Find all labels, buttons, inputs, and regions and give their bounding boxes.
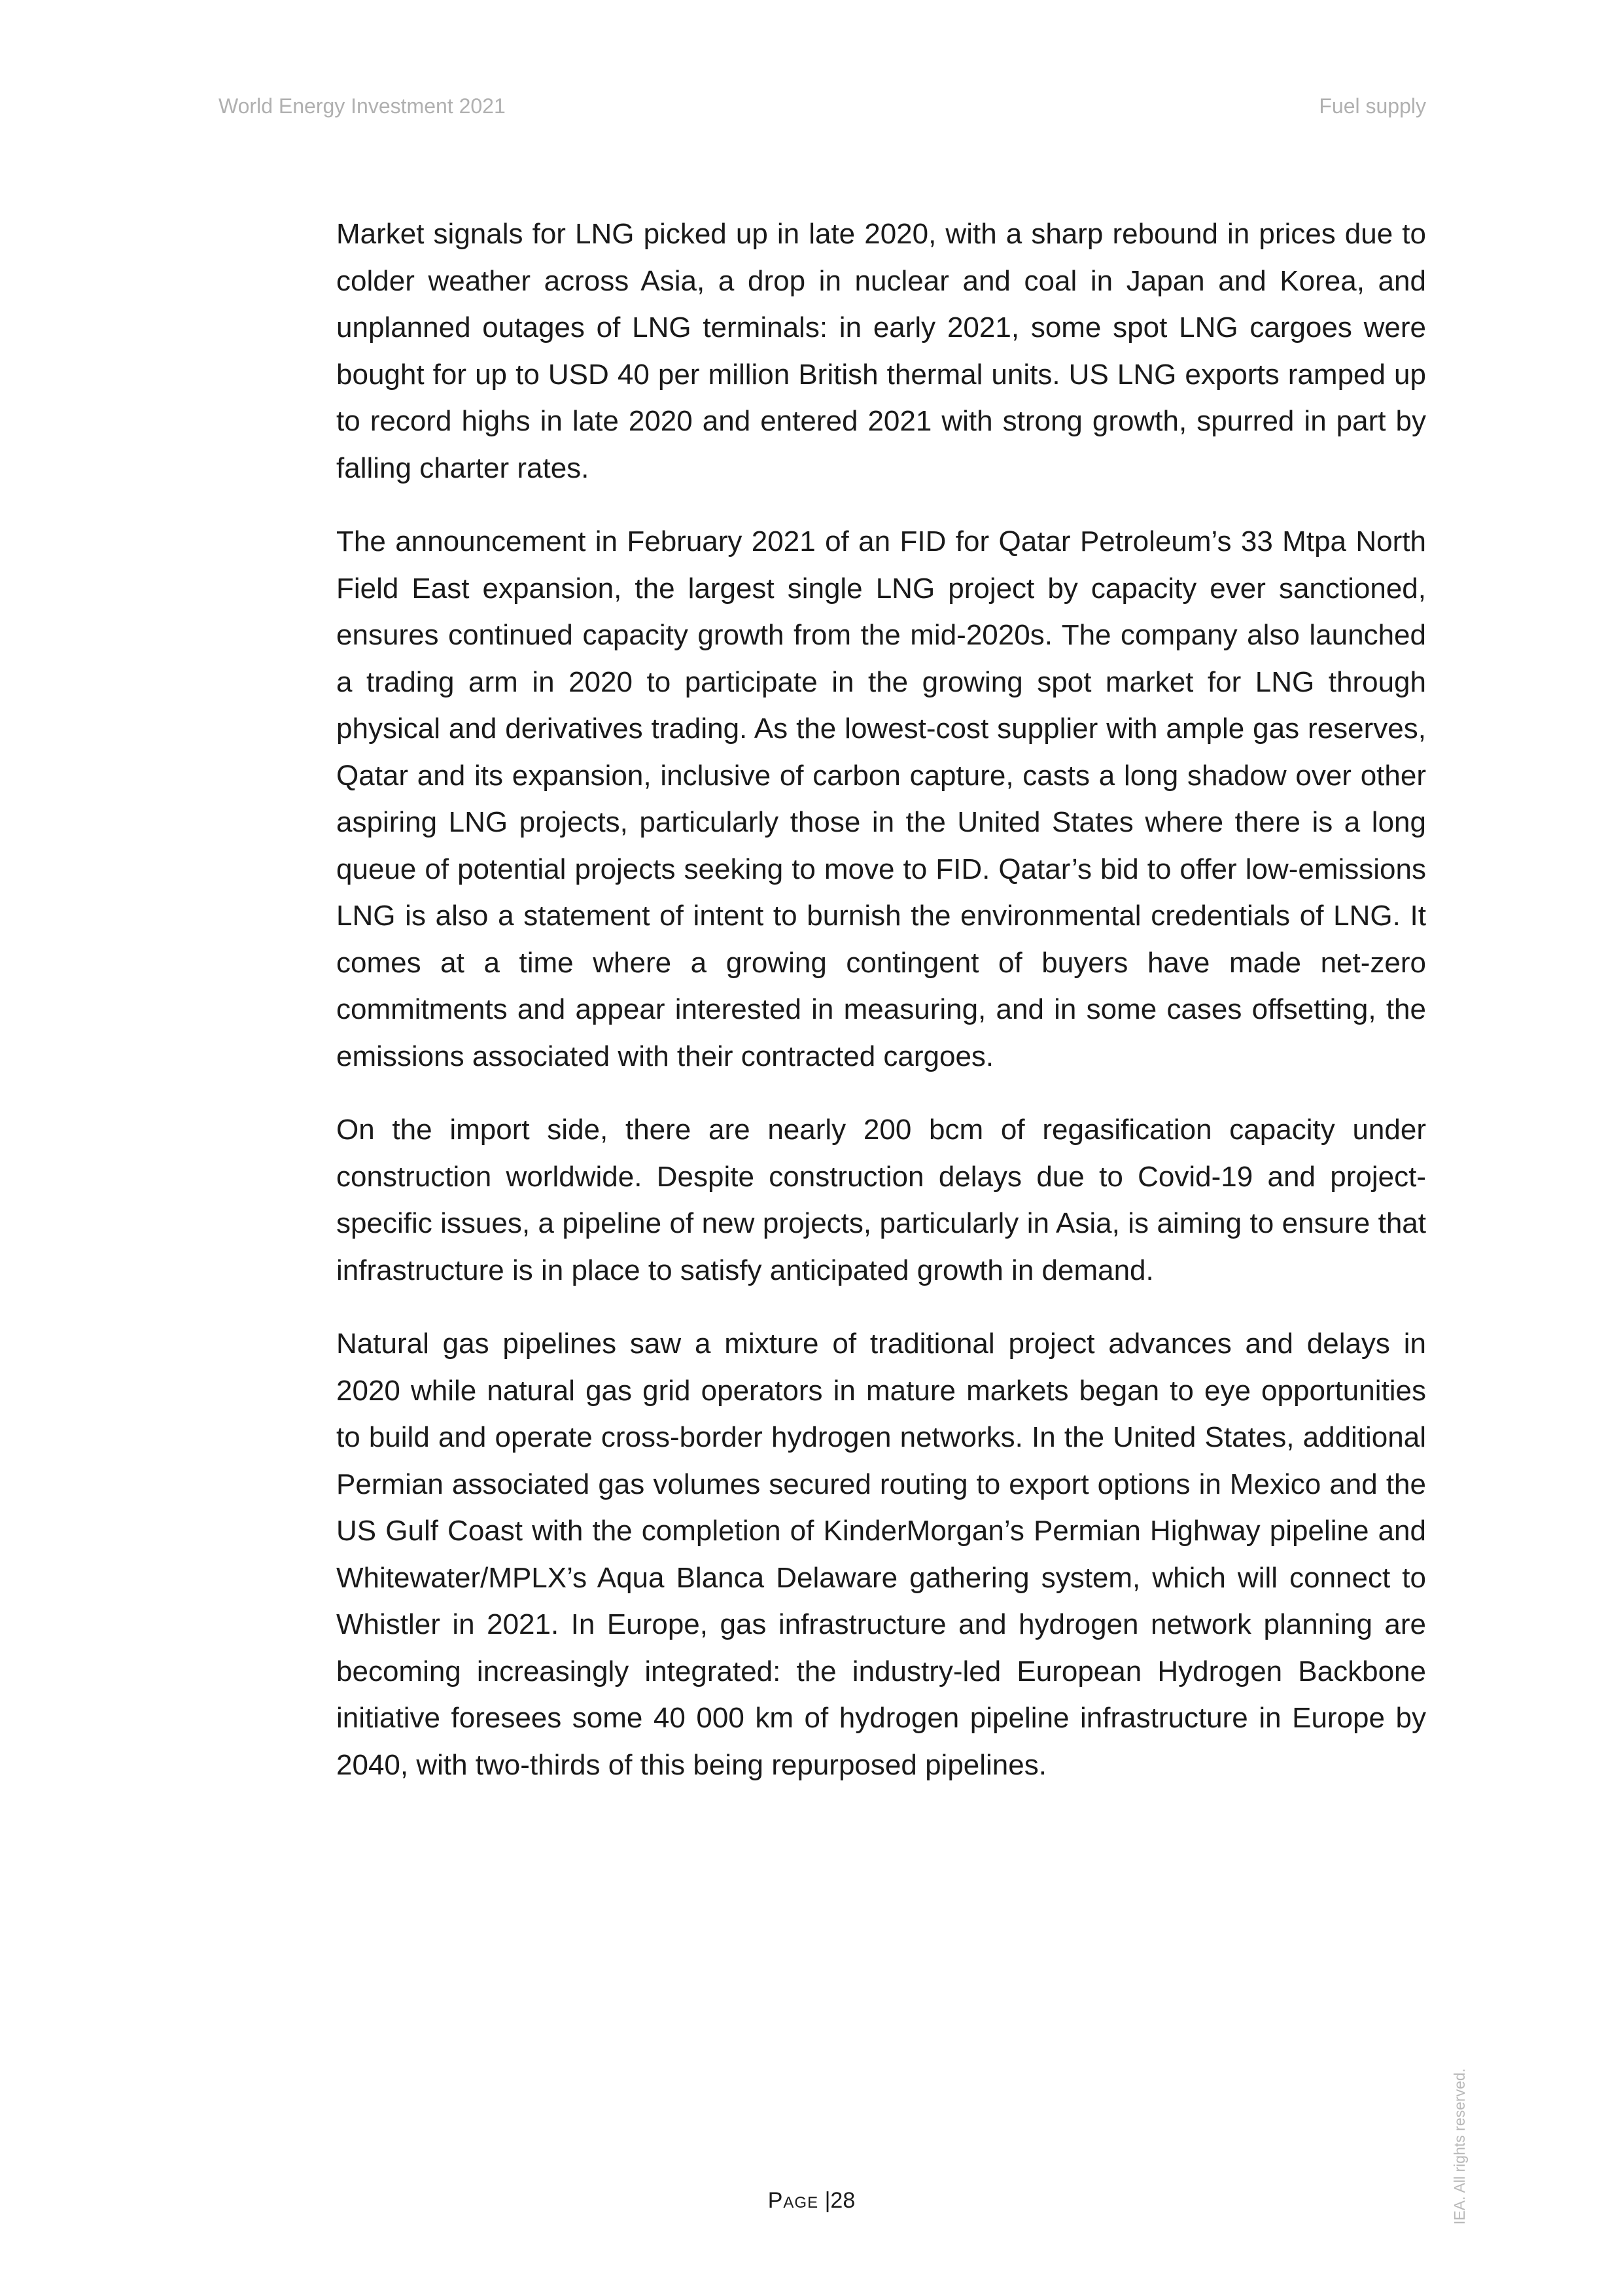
paragraph-qatar-north-field: The announcement in February 2021 of an FID for Qatar Petroleum’s 33 Mtpa North Field East expansion, the largest single LNG project by capacity ever sanctioned, ensures continued capacity growth from the mid-2020s. The company also launched a trading arm in 2020 to participate in the growing spot market for LNG through physical and derivatives trading. As the lowest-cost supplier with ample gas reserves, Qatar and its expansion, inclusive of carbon capture, casts a long shadow over other aspiring LNG projects, particularly those in the United States where there is a long queue of potential projects seeking to move to FID. Qatar’s bid to offer low-emissions LNG is also a statement of intent to burnish the environmental credentials of LNG. It comes at a time where a growing contingent of buyers have made net-zero commitments and appear interested in measuring, and in some cases offsetting, the emissions associated with their contracted cargoes. [336, 525, 1426, 1072]
page-separator: | [824, 2188, 831, 2213]
body-text [336, 211, 1426, 1815]
paragraph-regasification: On the import side, there are nearly 200 bcm of regasification capacity under construction worldwide. Despite construction delays due to Covid-19 and project-specific issues, a pipeline of new projects, particularly in Asia, is aiming to ensure that infrastructure is in place to satisfy anticipated growth in demand. [336, 1114, 1426, 1286]
report-title: World Energy Investment 2021 [218, 94, 506, 118]
paragraph-lng-market-signals: Market signals for LNG picked up in late 2020, with a sharp rebound in prices due to colder weather across Asia, a drop in nuclear and coal in Japan and Korea, and unplanned outages of LNG terminals: in early 2021, some spot LNG cargoes were bought for up to USD 40 per million British thermal units. US LNG exports ramped up to record highs in late 2020 and entered 2021 with strong growth, spurred in part by falling charter rates. [336, 218, 1426, 484]
rights-notice: IEA. All rights reserved. [1451, 2068, 1468, 2225]
page-label: Page [767, 2188, 819, 2213]
paragraph-gas-pipelines: Natural gas pipelines saw a mixture of traditional project advances and delays in 2020 while natural gas grid operators in mature markets began to eye opportunities to build and operate cross-border hydrogen networks. In the United States, additional Permian associated gas volumes secured routing to export options in Mexico and the US Gulf Coast with the completion of KinderMorgan’s Permian Highway pipeline and Whitewater/MPLX’s Aqua Blanca Delaware gathering system, which will connect to Whistler in 2021. In Europe, gas infrastructure and hydrogen network planning are becoming increasingly integrated: the industry-led European Hydrogen Backbone initiative foresees some 40 000 km of hydrogen pipeline infrastructure in Europe by 2040, with two-thirds of this being repurposed pipelines. [336, 1328, 1426, 1781]
running-header [218, 94, 1426, 127]
page-footer [0, 2188, 1623, 2214]
chapter-title: Fuel supply [1319, 94, 1426, 118]
page-number: 28 [830, 2188, 856, 2213]
